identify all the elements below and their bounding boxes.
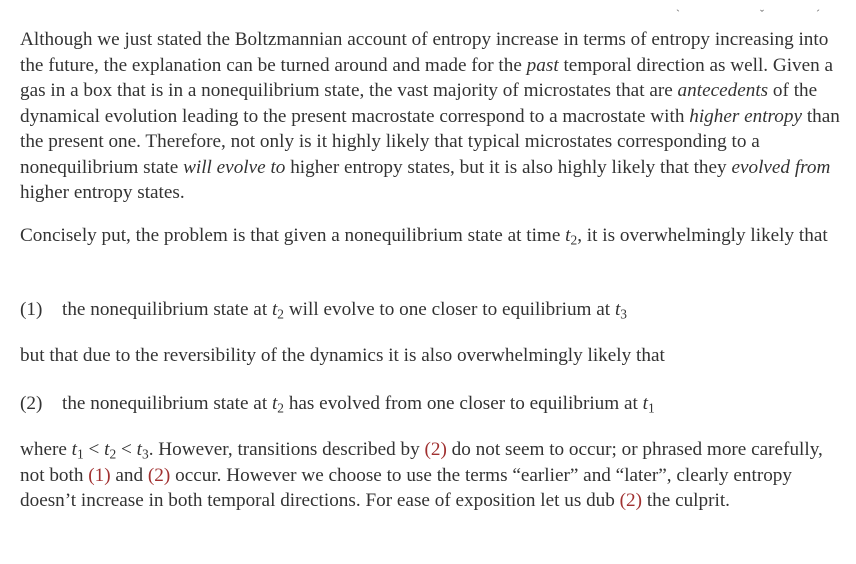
math-t2: $t_2$ (565, 225, 578, 248)
math-inequality: $t_1 < t_2 < t_3$ (71, 439, 149, 462)
emphasis-will-evolve-to: will evolve to (183, 156, 286, 178)
text: of the dynamical evolution leading to the present macrostate correspond to a macrostate with (20, 80, 818, 127)
text: temporal direction as well. Given a gas in a box that is in a nonequilibrium state, the vast majority of microstates that are (20, 54, 834, 101)
text: where (20, 439, 72, 460)
top-clipped-marks (0, 8, 856, 22)
clipped-mark: ˋ (676, 7, 680, 21)
text: the nonequilibrium state at (62, 393, 272, 414)
text: Concisely put, the problem is that given a nonequilibrium state at time (20, 225, 566, 246)
ref-link-1[interactable]: (1) (88, 464, 111, 486)
clipped-mark: ˊ (816, 7, 820, 21)
enum-label-2: (2) (20, 393, 43, 414)
text: higher entropy states, but it is also highly likely that they (285, 156, 732, 178)
text: than the present one. Therefore, not only is it highly likely that typical microstates corresponding to a nonequilibrium state (20, 105, 840, 178)
emphasis-higher-entropy: higher entropy (689, 105, 803, 127)
text: . However, transitions described by (148, 439, 425, 460)
ref-link-2[interactable]: (2) (619, 490, 643, 511)
paragraph-reversibility: but that due to the reversibility of the dynamics it is also overwhelmingly likely that (20, 345, 665, 366)
text: will evolve to one closer to equilibrium at (284, 299, 615, 320)
text: Although we just stated the Boltzmannian account of entropy increase in terms of entropy increasing into the future, the explanation can be turned around and made for the (20, 29, 829, 76)
text: do not seem to occur; or phrased more carefully, not both (20, 439, 823, 486)
math-t2: $t_2$ (271, 299, 285, 322)
paragraph-boltzmann-past (20, 27, 850, 206)
emphasis-antecedents: antecedents (677, 80, 769, 101)
emphasis-past: past (526, 54, 559, 76)
text: the culprit. (642, 490, 730, 511)
text: has evolved from one closer to equilibrium at (284, 393, 643, 414)
text: , it is overwhelmingly likely that (577, 225, 828, 246)
text: occur. However we choose to use the terms “earlier” and “later”, clearly entropy doesn’t increase in both temporal directions. For ease of exposition let us dub (20, 464, 792, 511)
enum-item-2 (20, 391, 850, 417)
ref-link-2[interactable]: (2) (147, 464, 171, 486)
text: and (110, 464, 148, 486)
paragraph-culprit (20, 437, 850, 514)
emphasis-evolved-from: evolved from (731, 156, 831, 178)
text: the nonequilibrium state at (62, 299, 272, 320)
paragraph-problem-statement (20, 223, 850, 249)
math-t3: $t_3$ (614, 299, 627, 322)
clipped-mark: ˇ (760, 7, 764, 21)
ref-link-2[interactable]: (2) (424, 439, 447, 460)
math-t2: $t_2$ (271, 393, 285, 416)
math-t1: $t_1$ (642, 393, 655, 416)
enum-item-1 (20, 297, 850, 323)
enum-label-1: (1) (20, 299, 43, 320)
text: higher entropy states. (20, 182, 185, 203)
